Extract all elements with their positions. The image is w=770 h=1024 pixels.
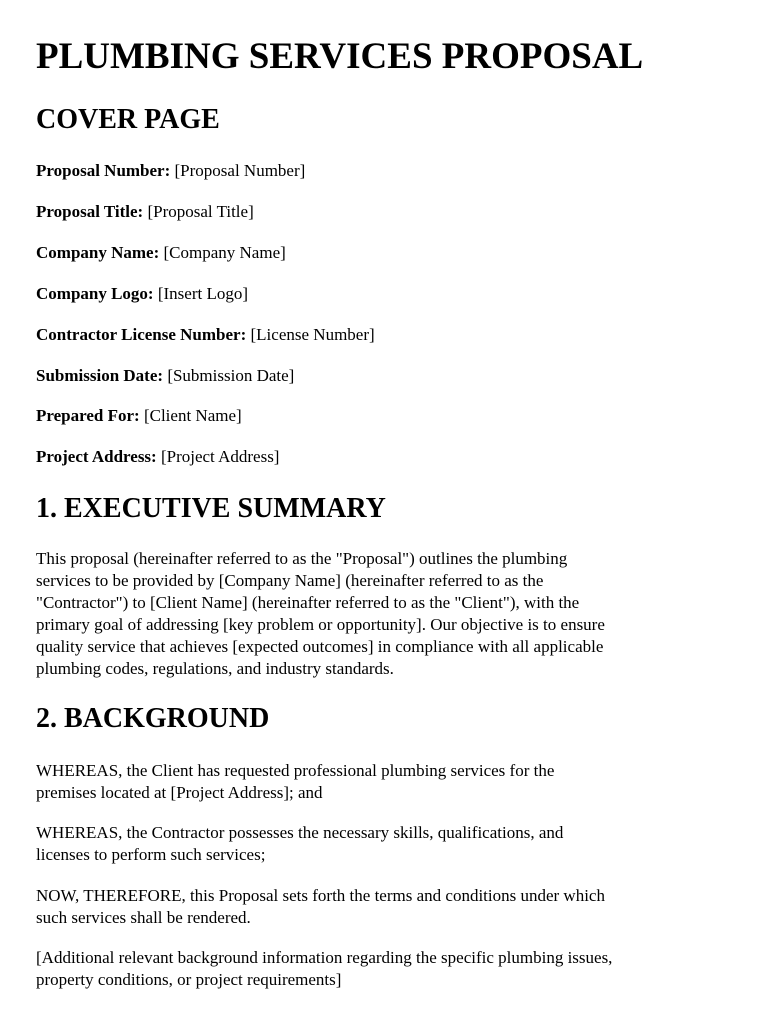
field-company-logo xyxy=(36,284,248,304)
cover-page-heading: COVER PAGE xyxy=(36,104,220,135)
field-project-address xyxy=(36,447,279,467)
paragraph-line: This proposal (hereinafter referred to as the "Proposal") outlines the plumbing xyxy=(36,549,568,568)
field-value: [Client Name] xyxy=(143,406,242,425)
paragraph-line: "Contractor") to [Client Name] (hereinafter referred to as the "Client"), with the xyxy=(36,593,580,612)
field-label: Submission Date: xyxy=(36,366,164,385)
background-paragraph xyxy=(36,822,744,866)
field-value: [Proposal Title] xyxy=(147,202,254,221)
paragraph-line: licenses to perform such services; xyxy=(36,845,266,864)
field-value: [Proposal Number] xyxy=(174,161,306,180)
field-company-name xyxy=(36,243,286,263)
paragraph-line: NOW, THEREFORE, this Proposal sets forth the terms and conditions under which xyxy=(36,886,605,905)
paragraph-line: quality service that achieves [expected outcomes] in compliance with all applicable xyxy=(36,637,604,656)
field-label: Proposal Title: xyxy=(36,202,144,221)
paragraph-line: WHEREAS, the Client has requested professional plumbing services for the xyxy=(36,761,555,780)
background-paragraph xyxy=(36,885,744,929)
paragraph-line: premises located at [Project Address]; and xyxy=(36,783,323,802)
field-license-number xyxy=(36,325,375,345)
paragraph-line: primary goal of addressing [key problem or opportunity]. Our objective is to ensure xyxy=(36,615,605,634)
paragraph-line: services to be provided by [Company Name] (hereinafter referred to as the xyxy=(36,571,544,590)
field-label: Project Address: xyxy=(36,447,157,466)
background-paragraph xyxy=(36,947,744,991)
executive-summary-paragraph xyxy=(36,548,744,680)
paragraph-line: [Additional relevant background information regarding the specific plumbing issues, xyxy=(36,948,613,967)
paragraph-line: WHEREAS, the Contractor possesses the necessary skills, qualifications, and xyxy=(36,823,564,842)
field-label: Proposal Number: xyxy=(36,161,171,180)
field-proposal-title xyxy=(36,202,254,222)
field-submission-date xyxy=(36,366,294,386)
field-label: Prepared For: xyxy=(36,406,140,425)
paragraph-line: such services shall be rendered. xyxy=(36,908,251,927)
background-heading: 2. BACKGROUND xyxy=(36,703,270,734)
background-paragraph xyxy=(36,760,744,804)
executive-summary-heading: 1. EXECUTIVE SUMMARY xyxy=(36,493,386,524)
field-proposal-number xyxy=(36,161,305,181)
field-value: [Insert Logo] xyxy=(157,284,249,303)
field-value: [License Number] xyxy=(250,325,375,344)
field-value: [Submission Date] xyxy=(167,366,295,385)
field-value: [Company Name] xyxy=(163,243,286,262)
field-value: [Project Address] xyxy=(160,447,280,466)
field-label: Contractor License Number: xyxy=(36,325,247,344)
document-title: PLUMBING SERVICES PROPOSAL xyxy=(36,36,644,77)
field-label: Company Name: xyxy=(36,243,160,262)
paragraph-line: plumbing codes, regulations, and industry standards. xyxy=(36,659,394,678)
paragraph-line: property conditions, or project requirements] xyxy=(36,970,342,989)
field-label: Company Logo: xyxy=(36,284,154,303)
field-prepared-for xyxy=(36,406,242,426)
